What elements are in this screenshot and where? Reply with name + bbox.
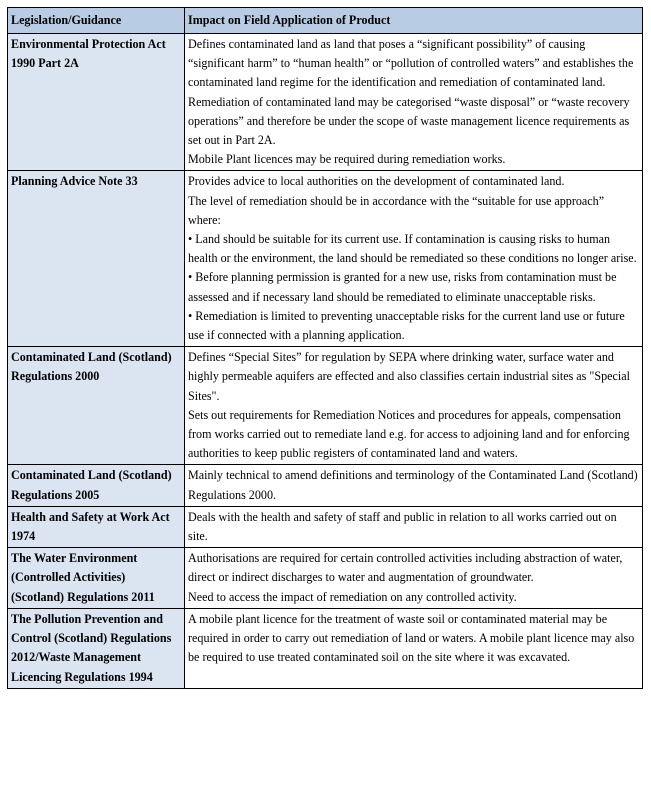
legislation-table — [7, 7, 643, 689]
legislation-cell: Environmental Protection Act 1990 Part 2A — [8, 34, 185, 171]
table-row — [8, 608, 643, 688]
impact-paragraph: Mainly technical to amend definitions and terminology of the Contaminated Land (Scotland) Regulations 2000. — [188, 468, 638, 502]
legislation-cell: Health and Safety at Work Act 1974 — [8, 506, 185, 547]
table-header-row — [8, 8, 643, 34]
impact-paragraph: Mobile Plant licences may be required during remediation works. — [188, 152, 506, 167]
table-row — [8, 465, 643, 506]
impact-paragraph: Authorisations are required for certain controlled activities including abstraction of water, direct or indirect discharges to water and augmentation of groundwater. — [188, 551, 623, 585]
table-row — [8, 548, 643, 609]
header-legislation: Legislation/Guidance — [8, 8, 185, 34]
legislation-cell: Contaminated Land (Scotland) Regulations 2000 — [8, 347, 185, 465]
header-impact: Impact on Field Application of Product — [185, 8, 643, 34]
impact-cell — [185, 171, 643, 347]
impact-paragraph: Sets out requirements for Remediation Notices and procedures for appeals, compensation from works carried out to remediate land e.g. for access to adjoining land and for enforcing authorities to keep public registers of contaminated land and waters. — [188, 407, 630, 461]
legislation-cell: Planning Advice Note 33 — [8, 171, 185, 347]
legislation-cell: The Pollution Prevention and Control (Scotland) Regulations 2012/Waste Management Licencing Regulations 1994 — [8, 608, 185, 688]
impact-paragraph: Deals with the health and safety of staff and public in relation to all works carried out on site. — [188, 509, 617, 544]
table-row — [8, 171, 643, 347]
impact-paragraph: Remediation of contaminated land may be categorised “waste disposal” or “waste recovery operations” and therefore be under the scope of waste management licence requirements as set out in Part 2A. — [188, 94, 630, 148]
impact-paragraph: Defines contaminated land as land that poses a “significant possibility” of causing “significant harm” to “human health” or “pollution of controlled waters” and establishes the contaminated land regime for the identification and remediation of contaminated land. — [188, 37, 634, 90]
impact-cell — [185, 506, 643, 547]
impact-cell — [185, 465, 643, 506]
legislation-cell: Contaminated Land (Scotland) Regulations 2005 — [8, 465, 185, 506]
impact-paragraph: Need to access the impact of remediation on any controlled activity. — [188, 589, 517, 604]
impact-paragraph: A mobile plant licence for the treatment of waste soil or contaminated material may be required in order to carry out remediation of land or waters. A mobile plant licence may also be required to use treated contaminated soil on the site where it was excavated. — [188, 611, 635, 665]
impact-bullet: • Land should be suitable for its current use. If contamination is causing risks to human health or the environment, the land should be remediated so these conditions no longer arise. — [188, 232, 637, 266]
impact-paragraph: Defines “Special Sites” for regulation by SEPA where drinking water, surface water and highly permeable aquifers are effected and also classifies certain industrial sites as "Special Sites". — [188, 350, 630, 403]
impact-cell — [185, 347, 643, 465]
table-row — [8, 34, 643, 171]
impact-paragraph: The level of remediation should be in accordance with the “suitable for use approach” where: — [188, 193, 605, 227]
table-row — [8, 506, 643, 547]
impact-paragraph: Provides advice to local authorities on the development of contaminated land. — [188, 174, 565, 189]
impact-bullet: • Remediation is limited to preventing unacceptable risks for the current land use or future use if connected with a planning application. — [188, 308, 625, 343]
impact-bullet: • Before planning permission is granted for a new use, risks from contamination must be assessed and if necessary land should be remediated to eliminate unacceptable risks. — [188, 270, 617, 304]
impact-cell — [185, 548, 643, 609]
impact-cell — [185, 608, 643, 688]
table-row — [8, 347, 643, 465]
legislation-cell: The Water Environment (Controlled Activities) (Scotland) Regulations 2011 — [8, 548, 185, 609]
impact-cell — [185, 34, 643, 171]
